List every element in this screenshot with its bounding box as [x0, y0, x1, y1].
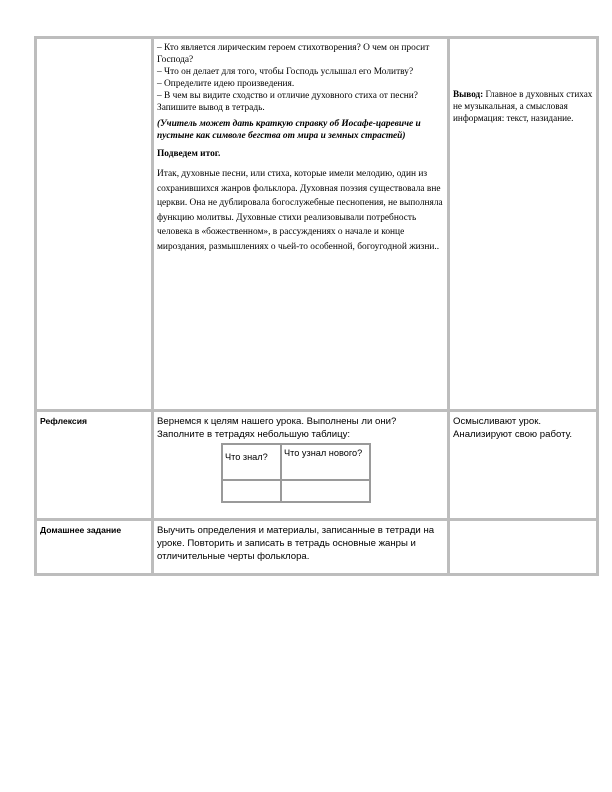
- stage-cell: [36, 38, 153, 411]
- stage-cell: Рефлексия: [36, 411, 153, 520]
- summary-text: Итак, духовные песни, или стиха, которые имели мелодию, один из сохранившихся жанров фольклора. Духовная поэзия существовала вне церкви. Она не дублировала богослужебные песнопения, не выполняла функцию молитвы. Духовные стихи реализовывали потребность человека в «божественном», в рассуждениях о начале и конце мироздания, размышлениях о чьей-то особенной, богоугодной жизни..: [157, 169, 443, 252]
- stage-cell: Домашнее задание: [36, 520, 153, 575]
- teacher-activity-cell: [153, 38, 449, 411]
- student-activity-cell: Осмысливают урок. Анализируют свою работу.: [449, 411, 598, 520]
- student-activity-cell: [449, 520, 598, 575]
- reflection-column-learned: Что узнал нового?: [281, 444, 370, 480]
- reflection-column-known: Что знал?: [222, 444, 281, 480]
- table-row: [222, 480, 370, 502]
- reflection-table: [221, 443, 371, 503]
- student-activity-cell: [449, 38, 598, 411]
- table-row: [36, 411, 598, 520]
- table-row: [36, 38, 598, 411]
- summary-heading: Подведем итог.: [157, 149, 221, 159]
- conclusion-text: Главное в духовных стихах не музыкальная, а смысловая информация: текст, назидание.: [453, 89, 593, 123]
- conclusion-label: Вывод:: [453, 89, 484, 99]
- lesson-plan-table: [34, 36, 599, 576]
- teacher-activity-cell: [153, 411, 449, 520]
- reflection-prompt: Вернемся к целям нашего урока. Выполнены ли они? Заполните в тетрадях небольшую таблицу:: [157, 416, 397, 440]
- teacher-activity-cell: Выучить определения и материалы, записанные в тетради на уроке. Повторить и записать в тетрадь основные жанры и отличительные черты фольклора.: [153, 520, 449, 575]
- question-line: – Что он делает для того, чтобы Господь услышал его Молитву?: [157, 67, 414, 77]
- question-line: – В чем вы видите сходство и отличие духовного стиха от песни? Запишите вывод в тетрадь.: [157, 91, 418, 113]
- question-line: – Кто является лирическим героем стихотворения? О чем он просит Господа?: [157, 43, 430, 65]
- teacher-note: (Учитель может дать краткую справку об Иосафе-царевиче и пустыне как символе бегства от мира и земных страстей): [157, 119, 421, 141]
- reflection-empty-cell: [222, 480, 281, 502]
- question-line: – Определите идею произведения.: [157, 79, 295, 89]
- table-row: [222, 444, 370, 480]
- reflection-empty-cell: [281, 480, 370, 502]
- table-row: [36, 520, 598, 575]
